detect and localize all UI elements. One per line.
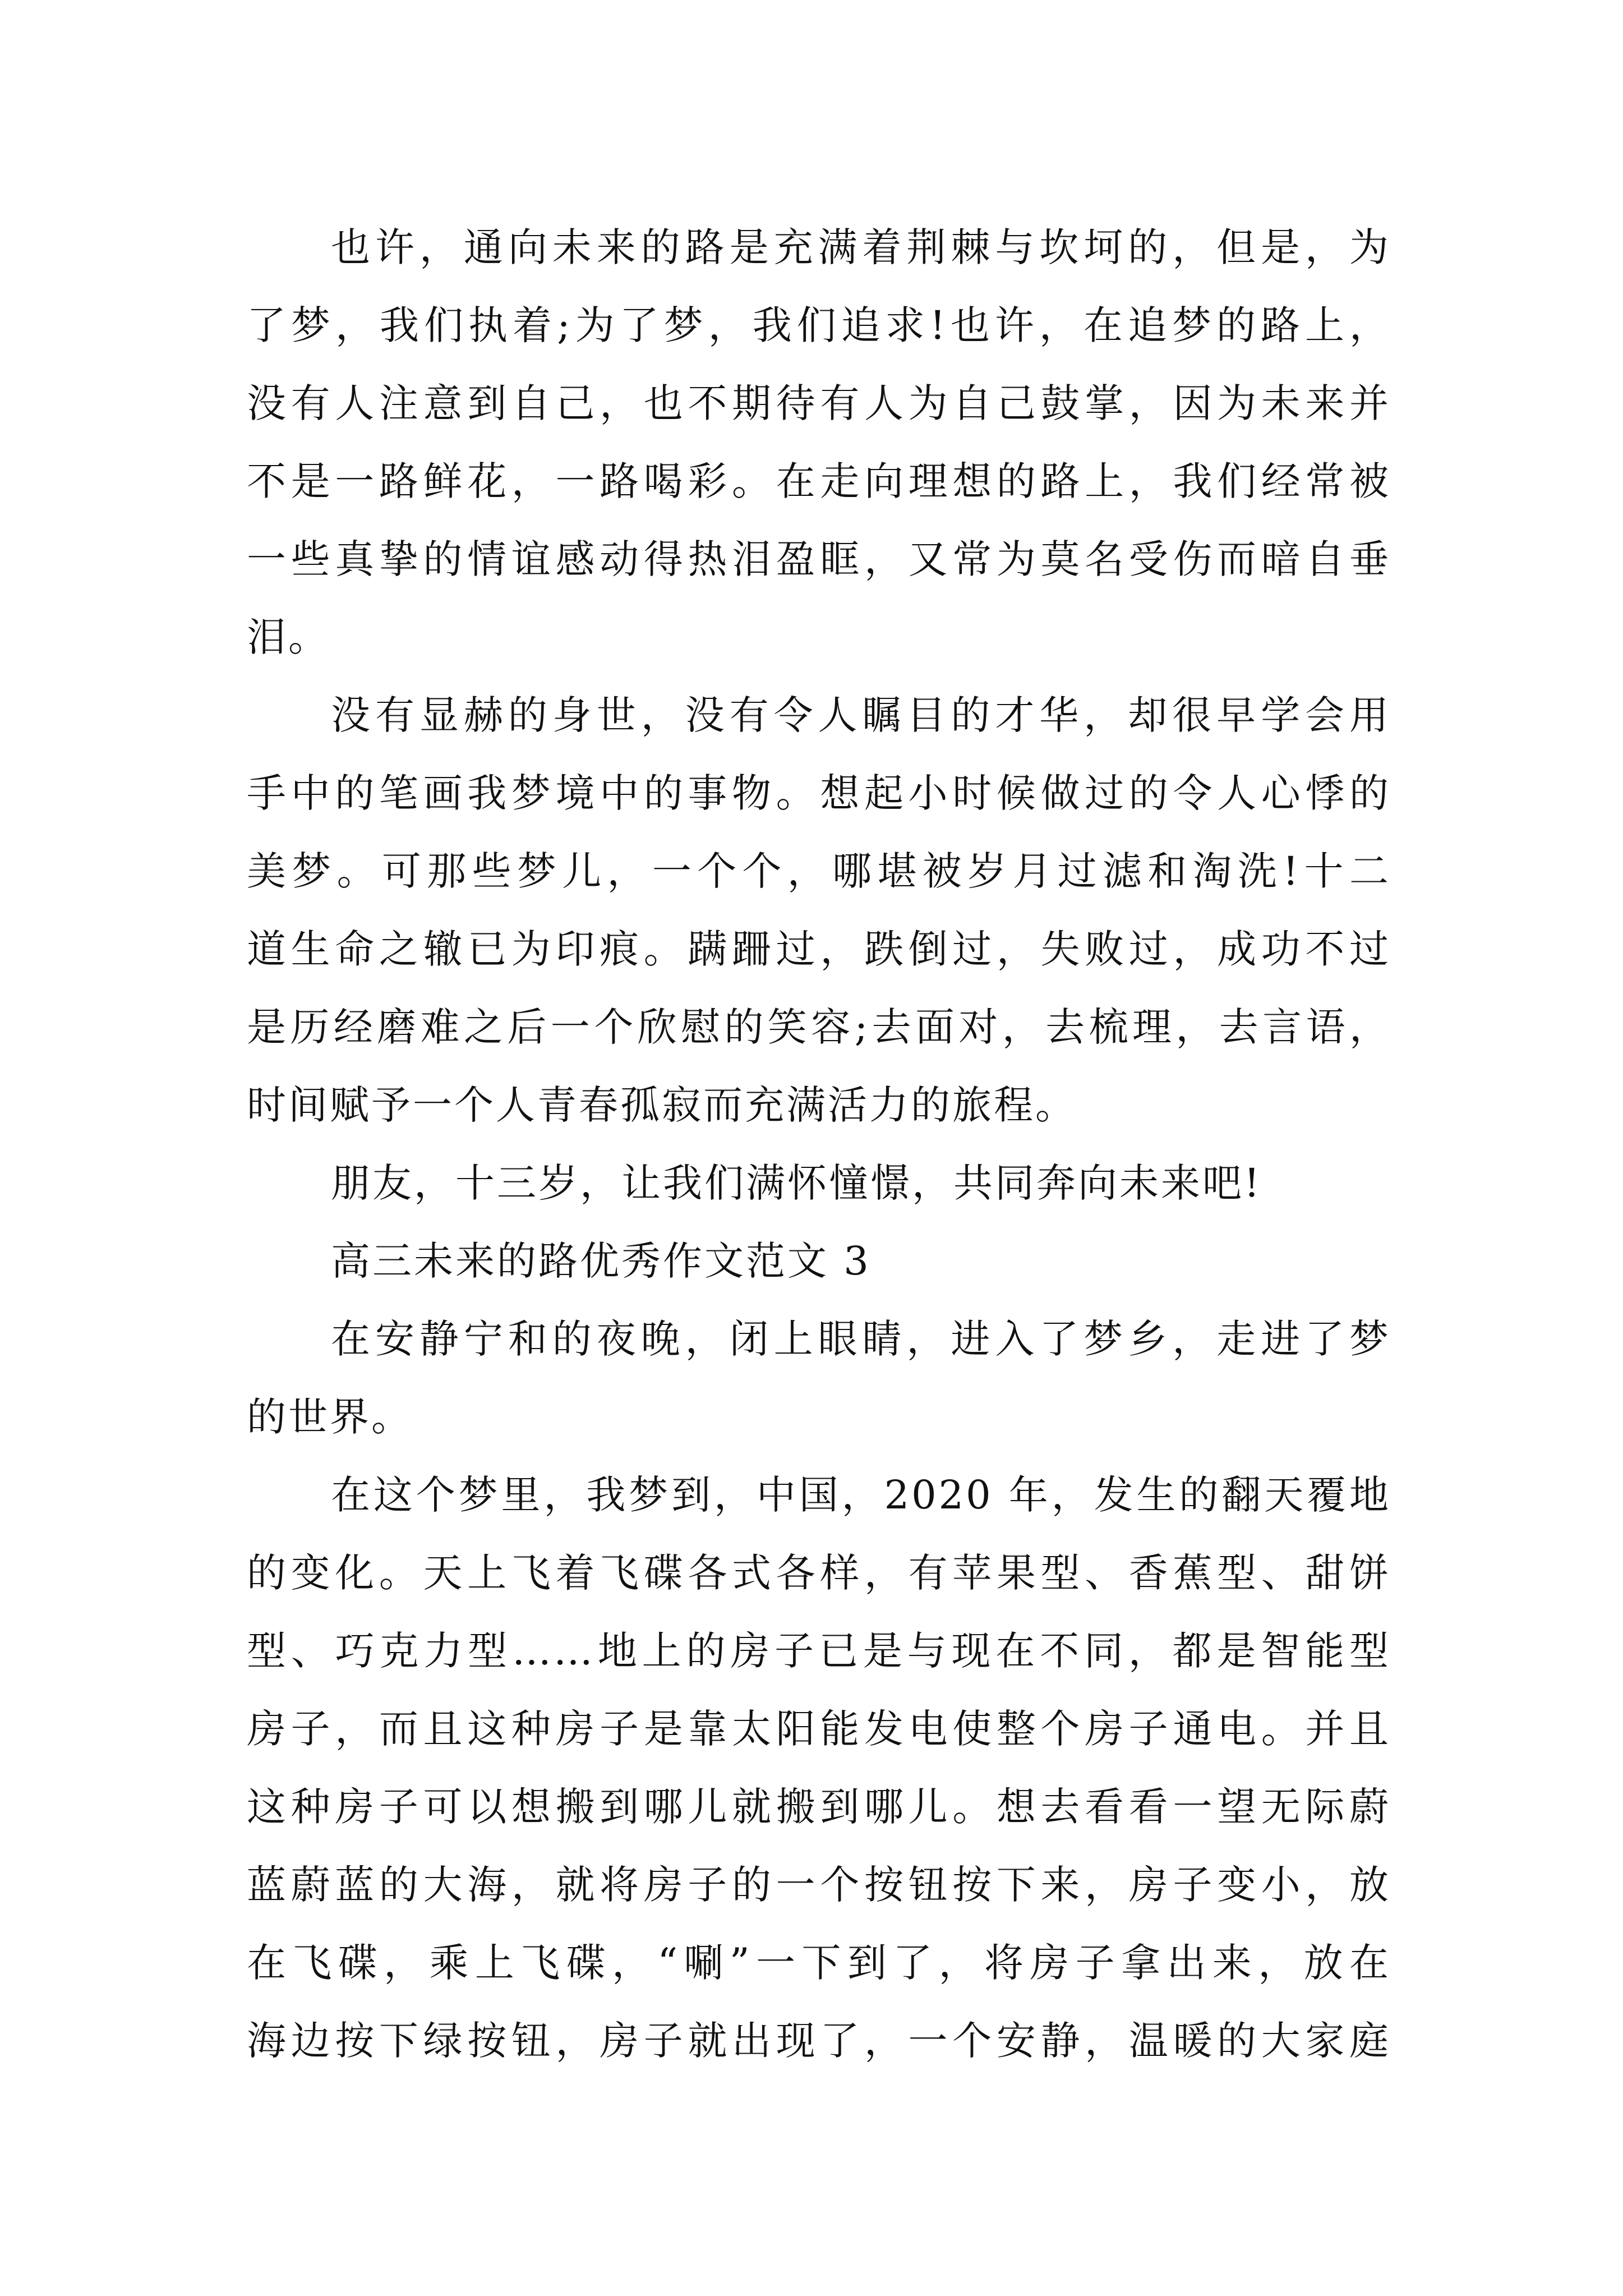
text-line: 也许，通向未来的路是充满着荆棘与坎坷的，但是，为 <box>331 224 1391 270</box>
text-line: 蓝蔚蓝的大海，就将房子的一个按钮按下来，房子变小，放 <box>247 1862 1391 1908</box>
document-body <box>247 209 1391 2080</box>
text-line: 泪。 <box>247 614 330 660</box>
text-line: 一些真挚的情谊感动得热泪盈眶，又常为莫名受伤而暗自垂 <box>247 536 1391 582</box>
text-line: 不是一路鲜花，一路喝彩。在走向理想的路上，我们经常被 <box>247 458 1391 504</box>
text-line: 型、巧克力型……地上的房子已是与现在不同，都是智能型 <box>247 1628 1391 1674</box>
text-line: 房子，而且这种房子是靠太阳能发电使整个房子通电。并且 <box>247 1706 1391 1752</box>
text-line: 没有人注意到自己，也不期待有人为自己鼓掌，因为未来并 <box>247 380 1391 426</box>
text-line: 没有显赫的身世，没有令人瞩目的才华，却很早学会用 <box>331 692 1391 738</box>
text-line: 了梦，我们执着;为了梦，我们追求!也许，在追梦的路上， <box>247 302 1391 348</box>
text-line: 是历经磨难之后一个欣慰的笑容;去面对，去梳理，去言语， <box>247 1004 1391 1050</box>
text-line: 道生命之辙已为印痕。蹒跚过，跌倒过，失败过，成功不过 <box>247 926 1391 972</box>
text-line: 美梦。可那些梦儿，一个个，哪堪被岁月过滤和淘洗!十二 <box>247 848 1391 894</box>
text-line: 的世界。 <box>247 1394 413 1440</box>
text-line: 在安静宁和的夜晚，闭上眼睛，进入了梦乡，走进了梦 <box>331 1316 1391 1362</box>
text-line: 朋友，十三岁，让我们满怀憧憬，共同奔向未来吧! <box>331 1160 1262 1206</box>
text-line: 的变化。天上飞着飞碟各式各样，有苹果型、香蕉型、甜饼 <box>247 1550 1391 1596</box>
text-line: 时间赋予一个人青春孤寂而充满活力的旅程。 <box>247 1082 1077 1128</box>
text-line: 高三未来的路优秀作文范文 3 <box>331 1238 871 1284</box>
text-line: 手中的笔画我梦境中的事物。想起小时候做过的令人心悸的 <box>247 770 1391 816</box>
text-line: 在飞碟，乘上飞碟，“唰”一下到了，将房子拿出来，放在 <box>247 1940 1391 1986</box>
text-line: 海边按下绿按钮，房子就出现了，一个安静，温暖的大家庭 <box>247 2018 1391 2064</box>
text-line: 这种房子可以想搬到哪儿就搬到哪儿。想去看看一望无际蔚 <box>247 1784 1391 1830</box>
text-line: 在这个梦里，我梦到，中国，2020 年，发生的翻天覆地 <box>331 1472 1391 1518</box>
